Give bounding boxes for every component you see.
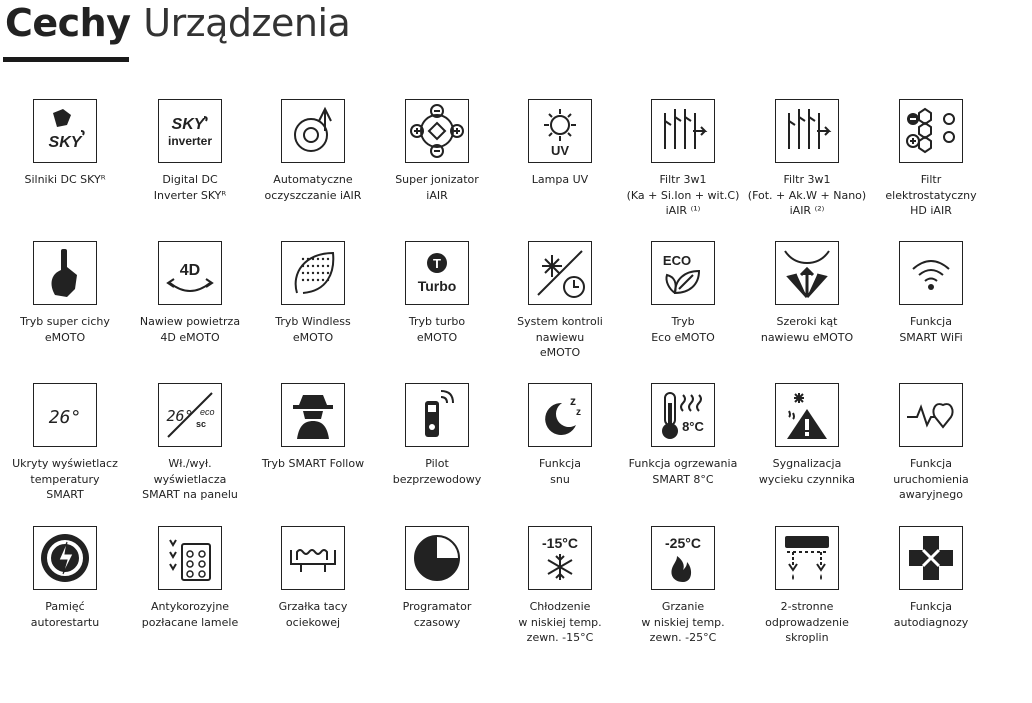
feature-label: Pilot bezprzewodowy (392, 457, 482, 486)
feature-label: Szeroki kąt nawiewu eMOTO (760, 315, 854, 344)
feature-turbo (367, 241, 507, 345)
feature-label: Funkcja SMART WiFi (899, 315, 963, 344)
feature-sky-dc (0, 99, 135, 188)
feature-heat-low (613, 526, 753, 646)
feature-tray-heater (243, 526, 383, 630)
feature-auto-clean (243, 99, 383, 203)
page-title (5, 0, 350, 46)
feature-drain (737, 526, 877, 646)
page-header (5, 0, 350, 46)
feature-anticorr (120, 526, 260, 630)
silent-mode-icon (33, 241, 97, 305)
title-bold: Cechy (5, 1, 131, 45)
remote-icon (405, 383, 469, 447)
drain-icon (775, 526, 839, 590)
svg-text:SKY: SKY (171, 116, 205, 133)
feature-label: Grzałka tacy ociekowej (278, 600, 348, 629)
svg-text:inverter: inverter (167, 134, 213, 148)
wide-angle-icon (775, 241, 839, 305)
turbo-icon (405, 241, 469, 305)
svg-text:z: z (570, 394, 576, 408)
feature-label: Funkcja uruchomienia awaryjnego (893, 457, 969, 501)
feature-display-toggle (120, 383, 260, 503)
electrostatic-filter-icon (899, 99, 963, 163)
feature-wide-angle (737, 241, 877, 345)
svg-text:T: T (433, 256, 441, 271)
feature-label: Funkcja snu (539, 457, 581, 486)
feature-emergency (861, 383, 1001, 503)
anticorrosion-icon (158, 526, 222, 590)
svg-text:26°: 26° (48, 407, 82, 428)
tray-heater-icon (281, 526, 345, 590)
feature-filter-3w1-a (613, 99, 753, 219)
feature-leak (737, 383, 877, 487)
thermometer-icon (651, 383, 715, 447)
feature-label: Ukryty wyświetlacz temperatury SMART (12, 457, 118, 501)
eco-icon (651, 241, 715, 305)
airflow-4d-icon (158, 241, 222, 305)
feature-label: Chłodzenie w niskiej temp. zewn. -15°C (518, 600, 602, 644)
svg-text:-15°C: -15°C (542, 535, 578, 551)
feature-label: Tryb Windless eMOTO (275, 315, 351, 344)
feature-label: Digital DC Inverter SKYᴿ (153, 173, 227, 202)
airflow-control-icon (528, 241, 592, 305)
feature-restart (0, 526, 135, 630)
heartbeat-icon (899, 383, 963, 447)
flame-icon (651, 526, 715, 590)
filter-3in1-b-icon (775, 99, 839, 163)
svg-text:sc: sc (196, 419, 207, 429)
feature-wifi (861, 241, 1001, 345)
windless-icon (281, 241, 345, 305)
feature-label: Funkcja autodiagnozy (893, 600, 969, 629)
svg-text:8°C: 8°C (682, 419, 704, 434)
svg-text:-25°C: -25°C (665, 535, 701, 551)
wifi-icon (899, 241, 963, 305)
ionizer-icon (405, 99, 469, 163)
display-toggle-icon (158, 383, 222, 447)
feature-eco (613, 241, 753, 345)
feature-label: Funkcja ogrzewania SMART 8°C (628, 457, 738, 486)
feature-ionizer (367, 99, 507, 203)
feature-label: System kontroli nawiewu eMOTO (517, 315, 603, 359)
feature-sleep (490, 383, 630, 487)
feature-sky-inverter (120, 99, 260, 203)
feature-label: 2-stronne odprowadzenie skroplin (765, 600, 849, 644)
sky-motor-icon (33, 99, 97, 163)
feature-label: Sygnalizacja wycieku czynnika (758, 457, 856, 486)
feature-heat-8 (613, 383, 753, 487)
feature-label: Super jonizator iAIR (395, 173, 479, 202)
svg-text:z: z (576, 407, 581, 418)
sleep-icon (528, 383, 592, 447)
feature-label: Automatyczne oczyszczanie iAIR (264, 173, 362, 202)
title-underline (3, 57, 129, 62)
hidden-display-icon (33, 383, 97, 447)
feature-label: Programator czasowy (402, 600, 472, 629)
self-diagnosis-icon (899, 526, 963, 590)
feature-label: Tryb Eco eMOTO (651, 315, 715, 344)
svg-text:26°: 26° (166, 407, 194, 425)
feature-label: Silniki DC SKYᴿ (24, 173, 106, 186)
feature-airflow-ctrl (490, 241, 630, 361)
title-regular: Urządzenia (143, 1, 351, 45)
spy-icon (281, 383, 345, 447)
feature-diagnosis (861, 526, 1001, 630)
feature-label: Filtr 3w1 (Ka + Si.Ion + wit.C) iAIR ⁽¹⁾ (626, 173, 740, 217)
feature-cool-low (490, 526, 630, 646)
timer-icon (405, 526, 469, 590)
snowflake-icon (528, 526, 592, 590)
feature-filter-3w1-b (737, 99, 877, 219)
feature-label: Lampa UV (531, 173, 589, 186)
svg-text:SKY: SKY (48, 134, 82, 151)
sky-inverter-icon (158, 99, 222, 163)
feature-label: Filtr 3w1 (Fot. + Ak.W + Nano) iAIR ⁽²⁾ (747, 173, 867, 217)
feature-label: Tryb super cichy eMOTO (20, 315, 110, 344)
feature-uv (490, 99, 630, 188)
auto-clean-icon (281, 99, 345, 163)
feature-airflow-4d (120, 241, 260, 345)
feature-electrostatic (861, 99, 1001, 219)
svg-text:eco: eco (200, 407, 215, 417)
svg-text:ECO: ECO (662, 253, 692, 268)
restart-icon (33, 526, 97, 590)
feature-label: Filtr elektrostatyczny HD iAIR (885, 173, 977, 217)
warning-icon (775, 383, 839, 447)
feature-label: Tryb turbo eMOTO (408, 315, 466, 344)
feature-remote (367, 383, 507, 487)
feature-label: Antykorozyjne pozłacane lamele (141, 600, 239, 629)
feature-timer (367, 526, 507, 630)
feature-label: Tryb SMART Follow (261, 457, 365, 470)
svg-text:UV: UV (550, 143, 570, 158)
svg-text:Turbo: Turbo (417, 278, 457, 294)
svg-text:4D: 4D (179, 262, 201, 279)
feature-label: Wł./wył. wyświetlacza SMART na panelu (142, 457, 238, 501)
uv-lamp-icon (528, 99, 592, 163)
feature-silent (0, 241, 135, 345)
feature-follow (243, 383, 383, 472)
feature-label: Pamięć autorestartu (30, 600, 100, 629)
feature-label: Grzanie w niskiej temp. zewn. -25°C (641, 600, 725, 644)
filter-3in1-icon (651, 99, 715, 163)
feature-label: Nawiew powietrza 4D eMOTO (139, 315, 241, 344)
feature-windless (243, 241, 383, 345)
feature-hidden-display (0, 383, 135, 503)
